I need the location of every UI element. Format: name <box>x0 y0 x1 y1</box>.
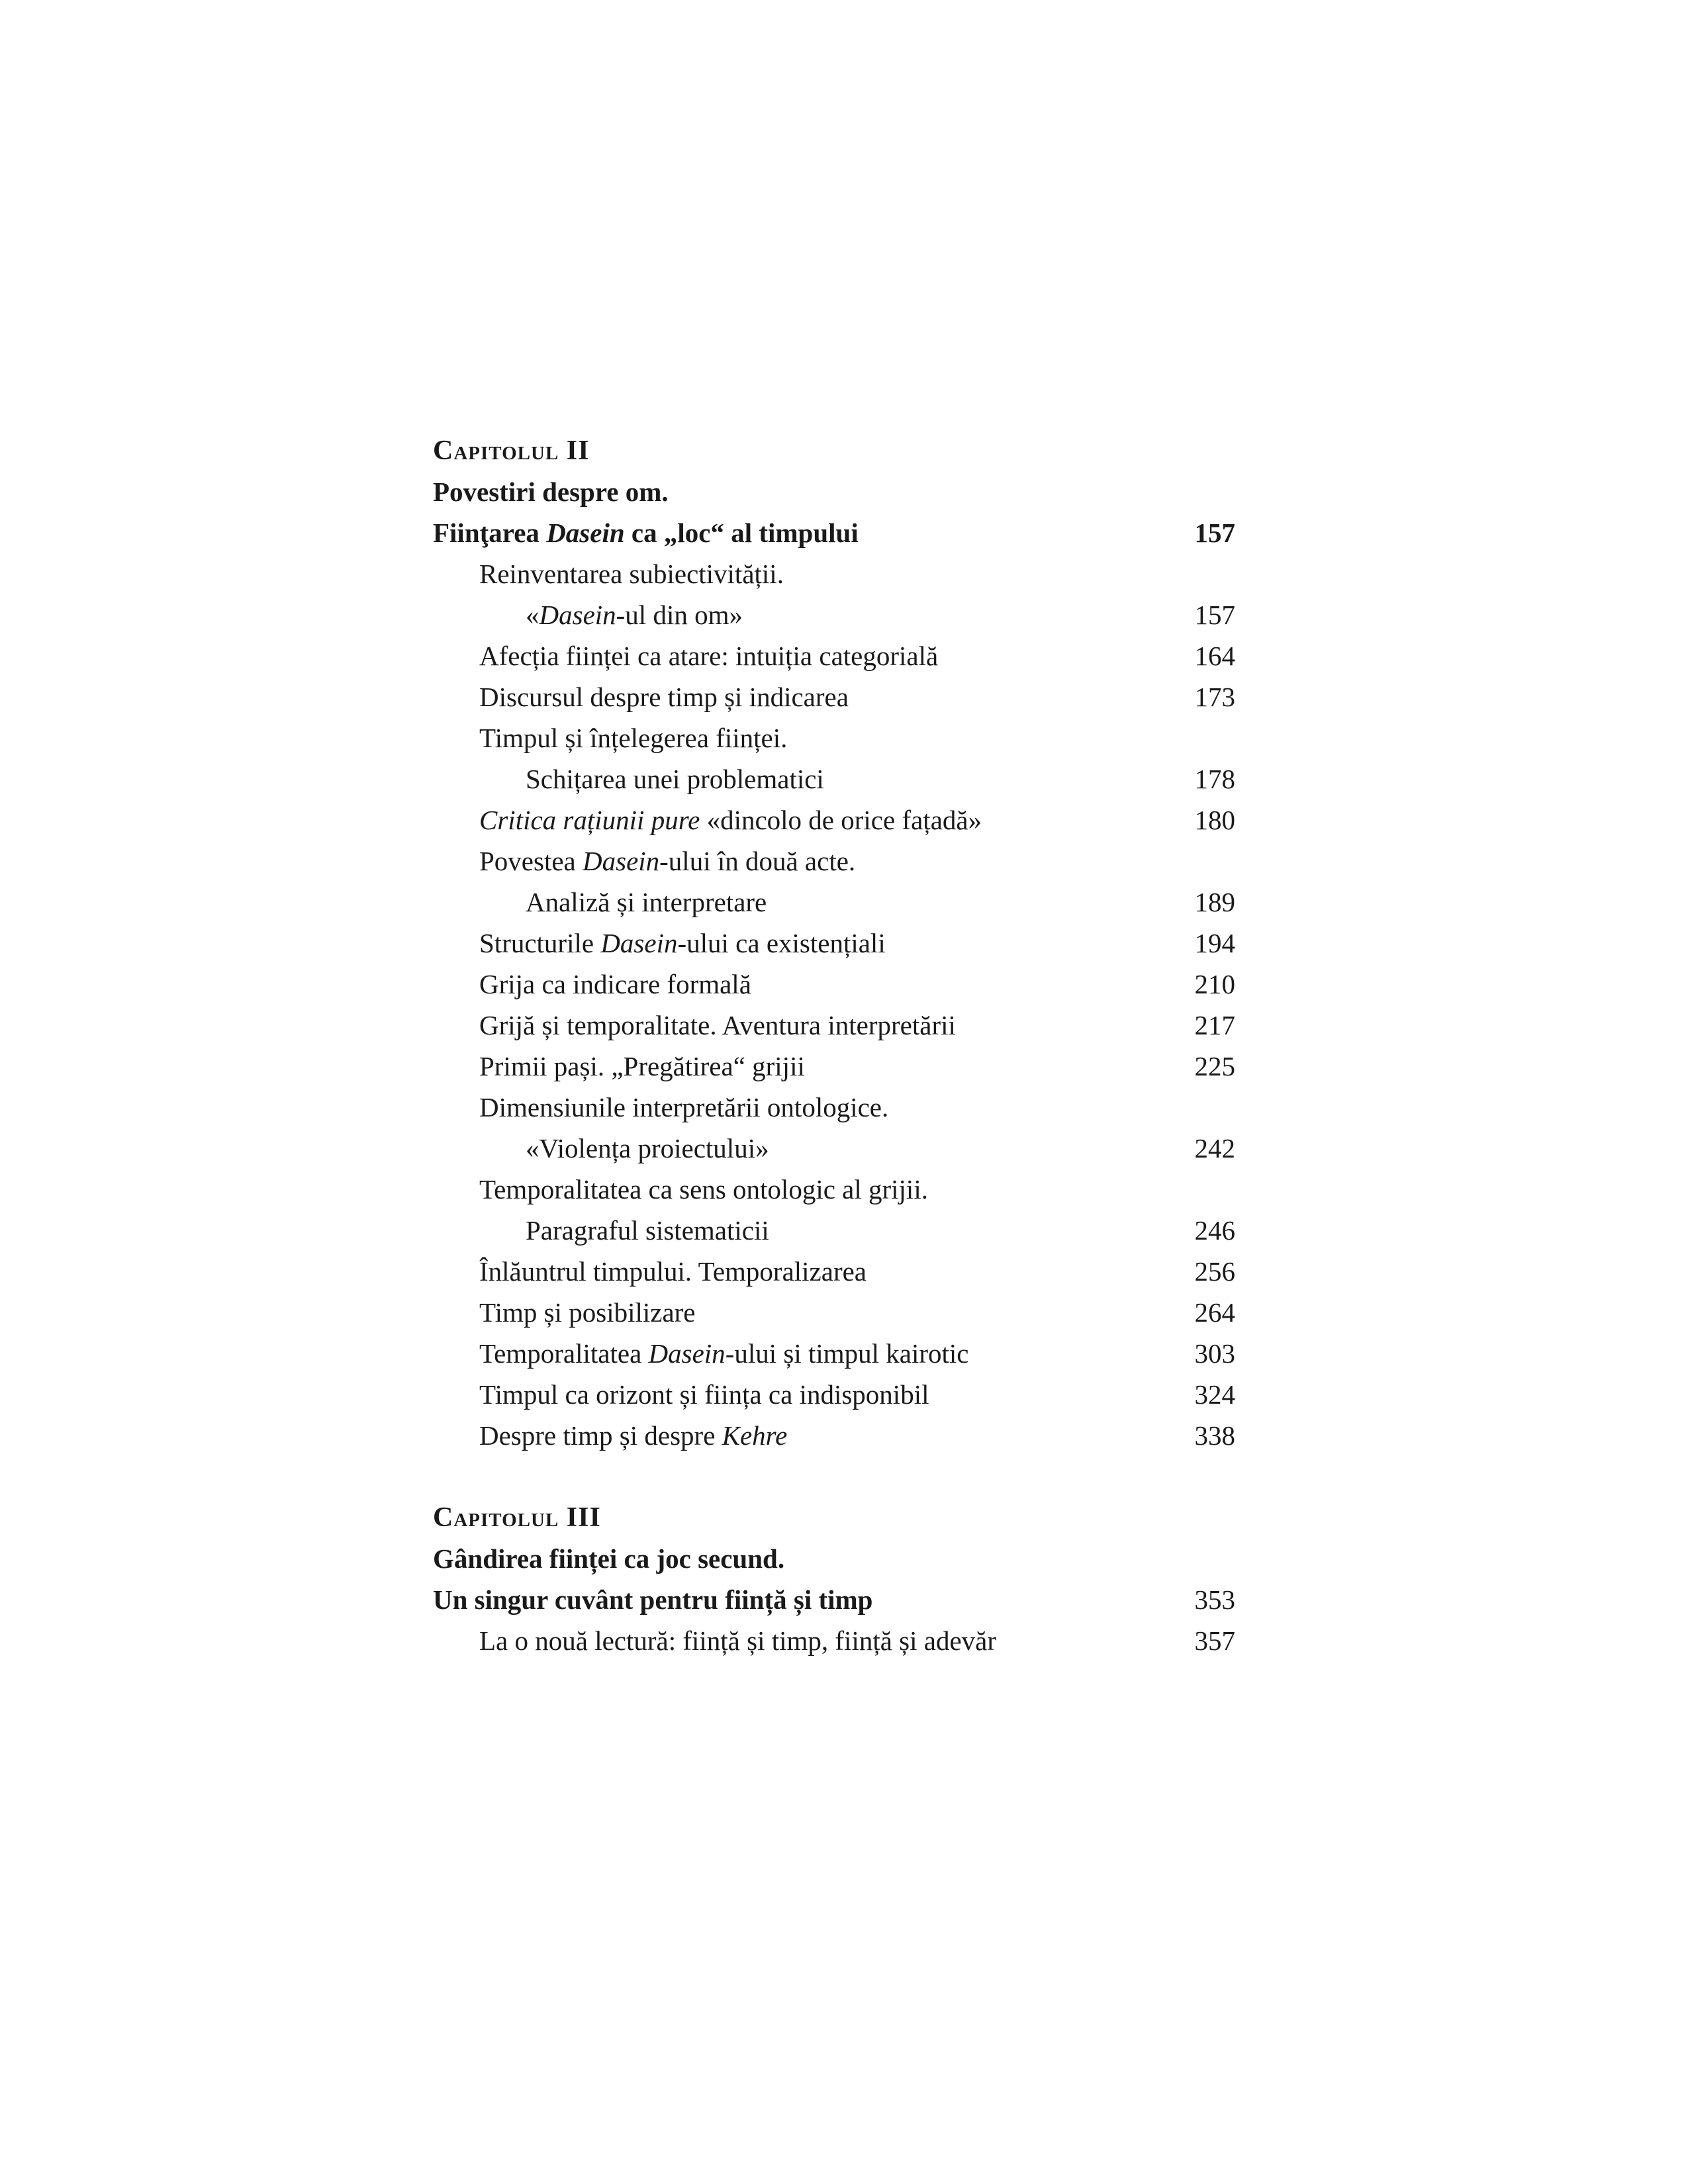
toc-page-number: 178 <box>1194 764 1235 794</box>
toc-page-number: 256 <box>1194 1256 1235 1287</box>
toc-page-number: 194 <box>1194 928 1235 958</box>
toc-page-number: 164 <box>1194 641 1235 671</box>
toc-entry-title: Fiinţarea Dasein ca „loc“ al timpului <box>433 518 859 548</box>
chapter-block-iii <box>433 1497 1235 1661</box>
toc-entry: Critica rațiunii pure «dincolo de orice fațadă» 180 <box>433 799 1235 841</box>
toc-entry: «Violența proiectului» 242 <box>433 1128 1235 1169</box>
toc-entry: «Dasein-ul din om» 157 <box>433 594 1235 635</box>
chapter-heading-line2 <box>433 512 1235 553</box>
toc-page-number: 157 <box>1194 600 1235 630</box>
toc-page-number: 246 <box>1194 1215 1235 1246</box>
toc-entry: Schițarea unei problematici 178 <box>433 758 1235 799</box>
toc-entry: Dimensiunile interpretării ontologice. <box>479 1092 889 1122</box>
toc-page-number: 225 <box>1194 1051 1235 1081</box>
toc-entry: Grija ca indicare formală 210 <box>433 964 1235 1005</box>
toc-entry: Temporalitatea ca sens ontologic al grijii. <box>479 1174 928 1205</box>
toc-entry: Povestea Dasein-ului în două acte. <box>479 846 856 876</box>
toc-page-number: 157 <box>1194 518 1235 548</box>
toc-entry: Grijă și temporalitate. Aventura interpretării 217 <box>433 1005 1235 1046</box>
toc-entry: La o nouă lectură: ființă și timp, ființă și adevăr 357 <box>433 1620 1235 1661</box>
toc-page-number: 303 <box>1194 1338 1235 1369</box>
toc-page-number: 180 <box>1194 805 1235 835</box>
toc-entry: Analiză și interpretare 189 <box>433 882 1235 923</box>
toc-page-number: 264 <box>1194 1297 1235 1328</box>
toc-page-number: 242 <box>1194 1133 1235 1163</box>
toc-page-number: 210 <box>1194 969 1235 999</box>
chapter-heading-line2: Un singur cuvânt pentru ființă și timp 353 <box>433 1579 1235 1620</box>
toc-entry: Timpul și înțelegerea ființei. <box>479 723 788 753</box>
toc-entry: Afecția ființei ca atare: intuiția categorială 164 <box>433 635 1235 676</box>
toc-entry: Paragraful sistematicii 246 <box>433 1210 1235 1251</box>
chapter-label: Capitolul II <box>433 435 590 466</box>
toc-entry: Discursul despre timp și indicarea 173 <box>433 676 1235 717</box>
toc-entry: Timp și posibilizare 264 <box>433 1292 1235 1333</box>
toc-entry: Structurile Dasein-ului ca existențiali 194 <box>433 923 1235 964</box>
chapter-heading-line1: Povestiri despre om. <box>433 477 669 507</box>
toc-entry: Primii pași. „Pregătirea“ grijii 225 <box>433 1046 1235 1087</box>
toc-page-number: 353 <box>1194 1584 1235 1615</box>
toc-entry: Înlăuntrul timpului. Temporalizarea 256 <box>433 1251 1235 1292</box>
chapter-heading-line1: Gândirea ființei ca joc secund. <box>433 1543 785 1574</box>
toc-page-number: 217 <box>1194 1010 1235 1040</box>
toc-page-number: 173 <box>1194 682 1235 712</box>
chapter-block-ii <box>433 430 1235 1456</box>
toc-entry: Reinventarea subiectivității. <box>479 559 784 589</box>
toc-page-number: 338 <box>1194 1420 1235 1451</box>
toc-entry: Timpul ca orizont și ființa ca indisponibil 324 <box>433 1374 1235 1415</box>
toc-entry: Temporalitatea Dasein-ului și timpul kairotic 303 <box>433 1333 1235 1374</box>
toc-page-number: 357 <box>1194 1625 1235 1656</box>
toc-page-number: 189 <box>1194 887 1235 917</box>
toc-page-number: 324 <box>1194 1379 1235 1410</box>
toc-entry: Despre timp și despre Kehre 338 <box>433 1415 1235 1456</box>
chapter-label: Capitolul III <box>433 1502 601 1533</box>
table-of-contents <box>433 430 1235 1661</box>
